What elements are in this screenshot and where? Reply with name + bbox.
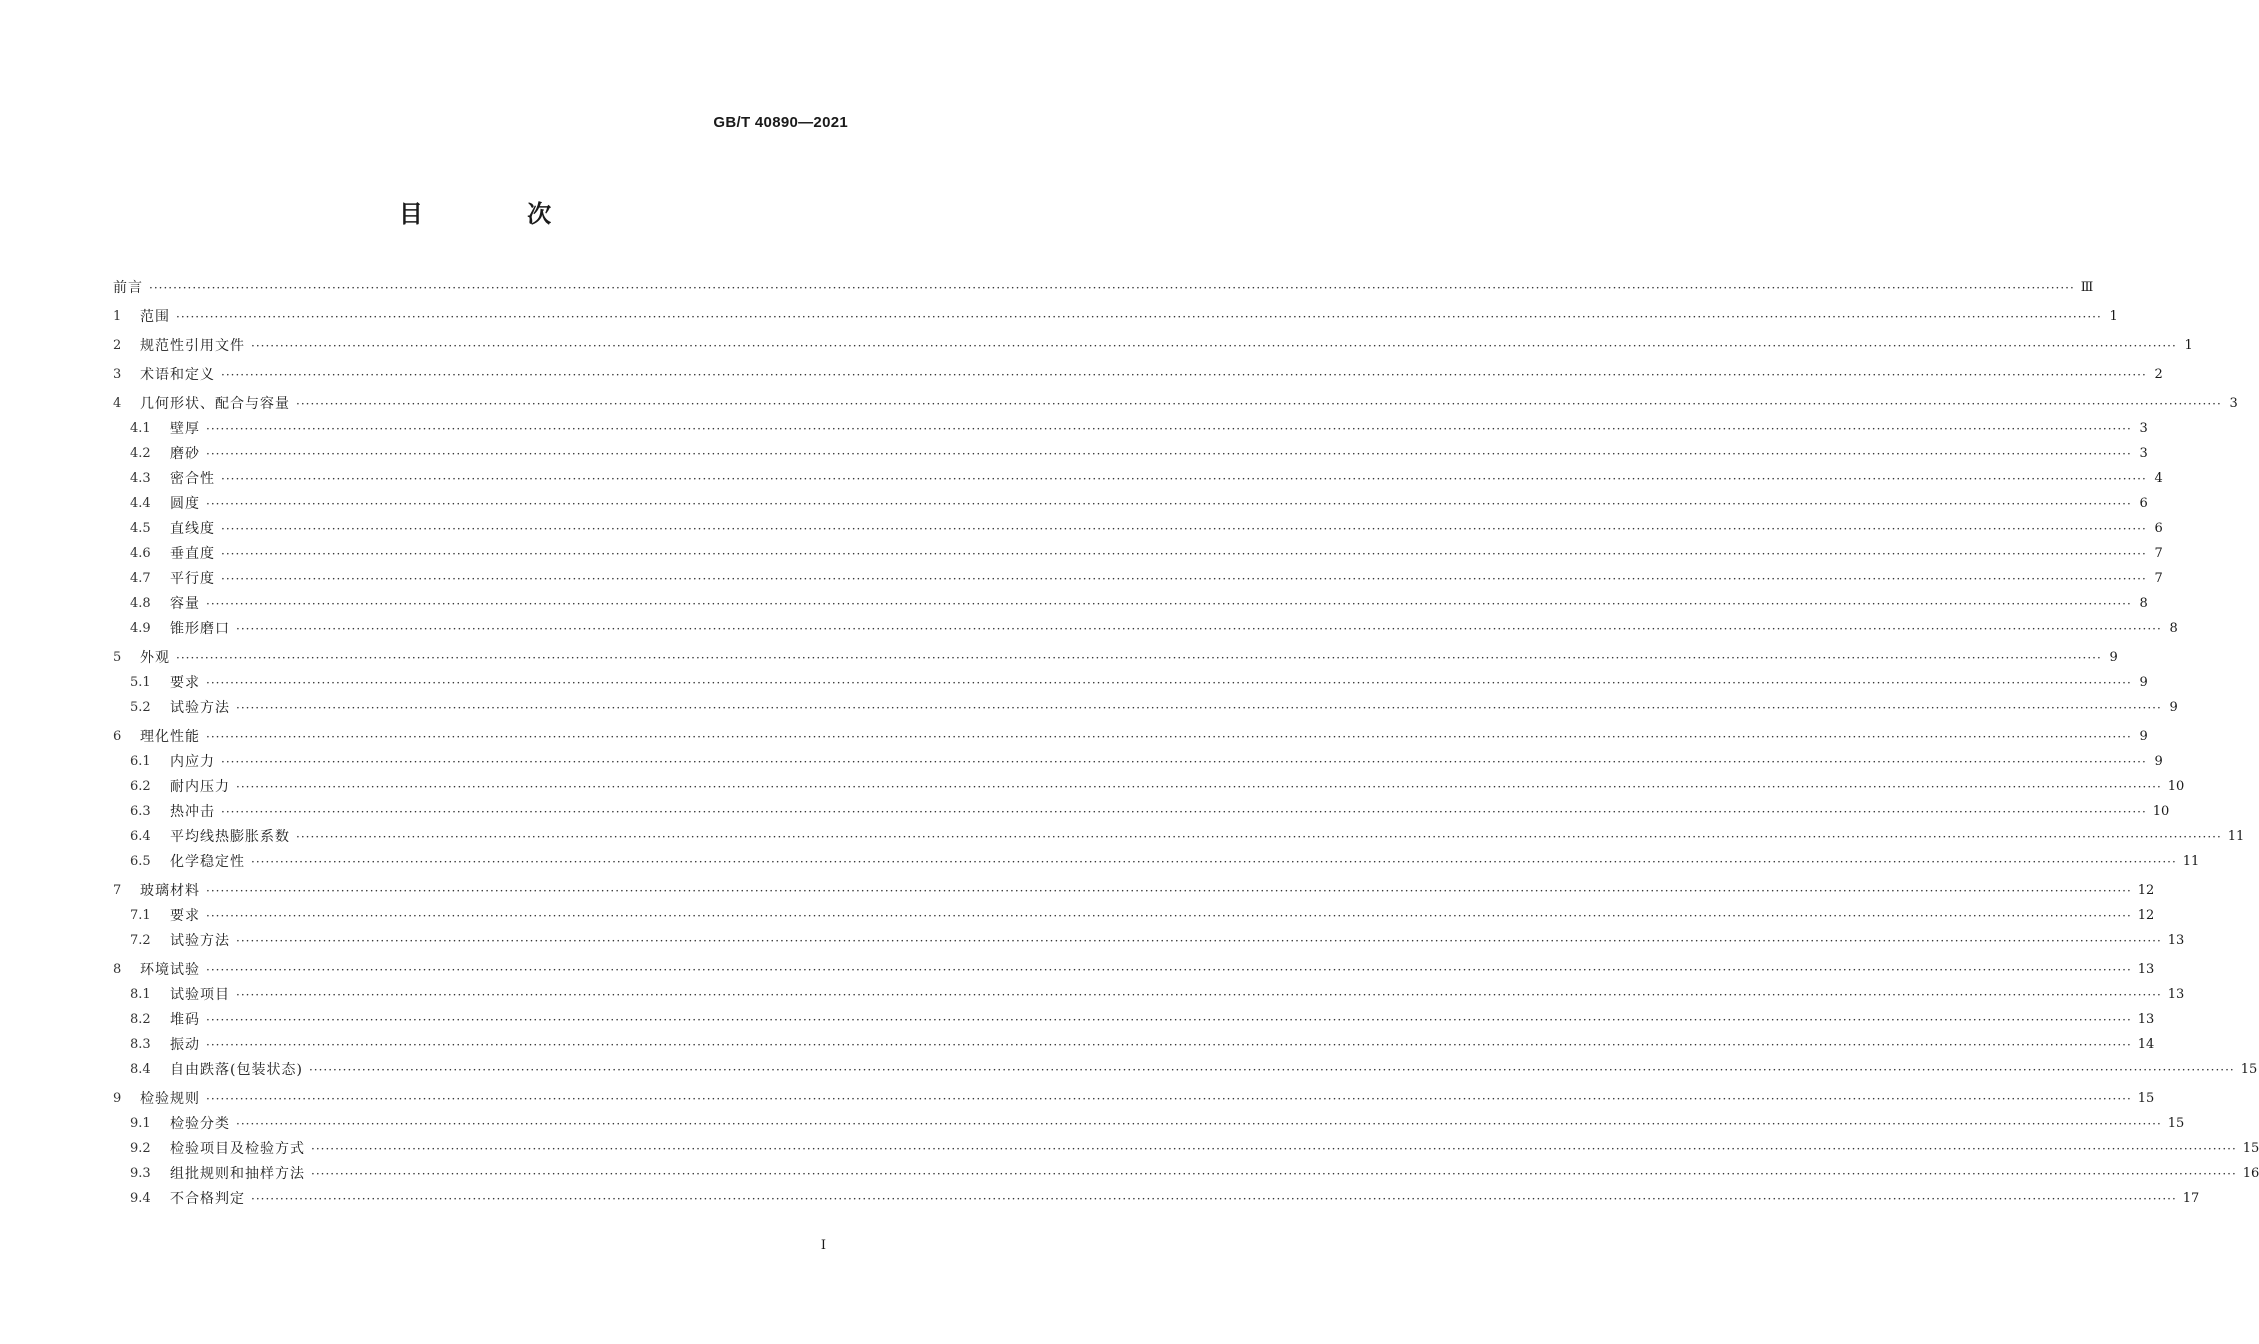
toc-entry-page: Ⅲ — [2080, 280, 2094, 295]
toc-entry-label: 容量 — [170, 596, 200, 612]
toc-entry-label: 圆度 — [170, 496, 200, 512]
toc-leader-dots: ················································································································································································································································································································································································································ — [221, 547, 2147, 561]
toc-entry[interactable] — [113, 299, 2118, 328]
toc-leader-dots: ················································································································································································································································································································································································································ — [251, 1192, 2177, 1206]
toc-entry[interactable] — [113, 748, 2163, 773]
toc-entry[interactable] — [113, 540, 2163, 565]
toc-leader-dots: ················································································································································································································································································································································································································ — [206, 1038, 2132, 1052]
toc-entry-label: 要求 — [170, 675, 200, 691]
toc-entry-number: 6.5 — [130, 854, 151, 869]
toc-entry-number: 9.1 — [130, 1116, 151, 1131]
toc-entry-page: 13 — [2137, 962, 2155, 977]
toc-entry-label: 密合性 — [170, 471, 215, 487]
toc-leader-dots: ················································································································································································································································································································································································································ — [296, 830, 2222, 844]
toc-entry-page: 17 — [2182, 1191, 2200, 1206]
toc-entry-page: 10 — [2167, 779, 2185, 794]
toc-entry-number: 4.7 — [130, 571, 151, 586]
toc-entry-page: 9 — [2139, 729, 2148, 744]
toc-entry[interactable] — [113, 415, 2148, 440]
toc-entry-number: 8.4 — [130, 1062, 151, 1077]
toc-entry-page: 13 — [2137, 1012, 2155, 1027]
toc-entry[interactable] — [113, 1006, 2155, 1031]
toc-entry[interactable] — [113, 902, 2155, 927]
toc-leader-dots: ················································································································································································································································································································································································································ — [221, 805, 2147, 819]
toc-entry-label: 自由跌落(包装状态) — [170, 1062, 303, 1078]
toc-entry-page: 3 — [2139, 446, 2148, 461]
toc-leader-dots: ················································································································································································································································································································································································································ — [176, 651, 2102, 665]
toc-entry-label: 不合格判定 — [170, 1191, 245, 1207]
toc-entry-page: 1 — [2184, 338, 2193, 353]
toc-leader-dots: ················································································································································································································································································································································································································ — [221, 755, 2147, 769]
toc-entry[interactable] — [113, 981, 2185, 1006]
toc-entry[interactable] — [113, 270, 2094, 299]
toc-entry[interactable] — [113, 1056, 2258, 1081]
toc-entry[interactable] — [113, 590, 2148, 615]
toc-entry-number: 6 — [113, 729, 122, 744]
toc-entry-page: 12 — [2137, 883, 2155, 898]
toc-entry-label: 检验项目及检验方式 — [170, 1141, 305, 1157]
toc-leader-dots: ················································································································································································································································································································································································································ — [206, 909, 2132, 923]
toc-entry-page: 13 — [2167, 933, 2185, 948]
toc-entry-label: 试验方法 — [170, 933, 230, 949]
toc-entry-number: 6.1 — [130, 754, 151, 769]
toc-leader-dots: ················································································································································································································································································································································································································ — [206, 1092, 2132, 1106]
toc-entry-number: 5.1 — [130, 675, 151, 690]
toc-entry[interactable] — [113, 773, 2185, 798]
toc-entry[interactable] — [113, 1031, 2155, 1056]
page-title: 目 次 — [398, 200, 600, 228]
toc-entry-label: 耐内压力 — [170, 779, 230, 795]
toc-entry[interactable] — [113, 1185, 2200, 1210]
toc-entry-label: 试验方法 — [170, 700, 230, 716]
toc-entry-label: 内应力 — [170, 754, 215, 770]
toc-entry-label: 检验分类 — [170, 1116, 230, 1132]
toc-entry-page: 1 — [2109, 309, 2118, 324]
toc-entry-number: 4.3 — [130, 471, 151, 486]
toc-leader-dots: ················································································································································································································································································································································································································ — [206, 730, 2132, 744]
toc-entry-label: 术语和定义 — [140, 367, 215, 383]
toc-entry[interactable] — [113, 440, 2148, 465]
toc-entry-page: 10 — [2152, 804, 2170, 819]
toc-entry-page: 11 — [2227, 829, 2245, 844]
toc-entry[interactable] — [113, 848, 2200, 873]
toc-entry-page: 7 — [2154, 571, 2163, 586]
toc-leader-dots: ················································································································································································································································································································································································································ — [221, 572, 2147, 586]
toc-leader-dots: ················································································································································································································································································································································································································ — [206, 422, 2132, 436]
toc-entry-page: 9 — [2154, 754, 2163, 769]
toc-entry-label: 前言 — [113, 280, 143, 296]
toc-entry[interactable] — [113, 798, 2170, 823]
toc-entry-label: 理化性能 — [140, 729, 200, 745]
toc-entry-number: 8.2 — [130, 1012, 151, 1027]
toc-entry[interactable] — [113, 1110, 2185, 1135]
toc-leader-dots: ················································································································································································································································································································································································································ — [311, 1142, 2237, 1156]
toc-entry[interactable] — [113, 328, 2193, 357]
toc-entry[interactable] — [113, 669, 2148, 694]
toc-entry-number: 6.4 — [130, 829, 151, 844]
toc-entry[interactable] — [113, 615, 2178, 640]
toc-entry-page: 9 — [2139, 675, 2148, 690]
toc-entry-number: 6.3 — [130, 804, 151, 819]
toc-entry-number: 4.9 — [130, 621, 151, 636]
toc-entry-label: 壁厚 — [170, 421, 200, 437]
toc-leader-dots: ················································································································································································································································································································································································································ — [206, 676, 2132, 690]
toc-entry-page: 3 — [2229, 396, 2238, 411]
toc-entry-number: 8.1 — [130, 987, 151, 1002]
toc-entry-label: 垂直度 — [170, 546, 215, 562]
toc-entry-number: 7.1 — [130, 908, 151, 923]
toc-entry[interactable] — [113, 927, 2185, 952]
toc-entry-page: 15 — [2240, 1062, 2258, 1077]
toc-entry-label: 范围 — [140, 309, 170, 325]
toc-leader-dots: ················································································································································································································································································································································································································ — [149, 281, 2075, 295]
toc-entry[interactable] — [113, 565, 2163, 590]
toc-entry-number: 4.8 — [130, 596, 151, 611]
toc-entry-label: 锥形磨口 — [170, 621, 230, 637]
toc-entry-label: 堆码 — [170, 1012, 200, 1028]
toc-entry-label: 几何形状、配合与容量 — [140, 396, 290, 412]
toc-leader-dots: ················································································································································································································································································································································································································ — [236, 701, 2162, 715]
toc-entry-page: 8 — [2139, 596, 2148, 611]
toc-entry-number: 9 — [113, 1091, 122, 1106]
toc-entry-label: 振动 — [170, 1037, 200, 1053]
toc-leader-dots: ················································································································································································································································································································································································································ — [221, 368, 2147, 382]
toc-entry[interactable] — [113, 719, 2148, 748]
toc-entry-page: 13 — [2167, 987, 2185, 1002]
toc-leader-dots: ················································································································································································································································································································································································································ — [296, 397, 2222, 411]
toc-entry-number: 3 — [113, 367, 122, 382]
toc-leader-dots: ················································································································································································································································································································································································································ — [206, 1013, 2132, 1027]
toc-entry-page: 15 — [2242, 1141, 2259, 1156]
toc-entry-number: 9.2 — [130, 1141, 151, 1156]
toc-leader-dots: ················································································································································································································································································································································································································ — [251, 855, 2177, 869]
toc-entry-page: 15 — [2167, 1116, 2185, 1131]
toc-entry-number: 9.3 — [130, 1166, 151, 1181]
toc-leader-dots: ················································································································································································································································································································································································································ — [206, 963, 2132, 977]
toc-entry[interactable] — [113, 873, 2155, 902]
toc-entry-label: 平均线热膨胀系数 — [170, 829, 290, 845]
toc-entry-label: 组批规则和抽样方法 — [170, 1166, 305, 1182]
toc-entry-label: 化学稳定性 — [170, 854, 245, 870]
toc-entry-page: 6 — [2139, 496, 2148, 511]
toc-leader-dots: ················································································································································································································································································································································································································ — [176, 310, 2102, 324]
toc-entry-page: 12 — [2137, 908, 2155, 923]
toc-entry-number: 2 — [113, 338, 122, 353]
toc-entry-label: 热冲击 — [170, 804, 215, 820]
toc-entry-page: 9 — [2109, 650, 2118, 665]
toc-leader-dots: ················································································································································································································································································································································································································ — [221, 472, 2147, 486]
toc-entry[interactable] — [113, 1135, 2259, 1160]
toc-entry-page: 4 — [2154, 471, 2163, 486]
toc-entry[interactable] — [113, 386, 2238, 415]
toc-entry-label: 试验项目 — [170, 987, 230, 1003]
toc-leader-dots: ················································································································································································································································································································································································································ — [236, 988, 2162, 1002]
toc-entry-page: 8 — [2169, 621, 2178, 636]
toc-entry-label: 要求 — [170, 908, 200, 924]
toc-entry-page: 9 — [2169, 700, 2178, 715]
toc-entry-label: 直线度 — [170, 521, 215, 537]
toc-entry[interactable] — [113, 515, 2163, 540]
toc-leader-dots: ················································································································································································································································································································································································································ — [236, 780, 2162, 794]
toc-entry-number: 4.5 — [130, 521, 151, 536]
toc-leader-dots: ················································································································································································································································································································································································································ — [236, 622, 2162, 636]
toc-entry[interactable] — [113, 694, 2178, 719]
toc-leader-dots: ················································································································································································································································································································································································································ — [206, 497, 2132, 511]
toc-entry-number: 5 — [113, 650, 122, 665]
table-of-contents — [113, 270, 2259, 1210]
toc-leader-dots: ················································································································································································································································································································································································································ — [206, 597, 2132, 611]
toc-entry[interactable] — [113, 640, 2118, 669]
toc-entry-page: 11 — [2182, 854, 2200, 869]
toc-leader-dots: ················································································································································································································································································································································································································ — [236, 934, 2162, 948]
toc-entry[interactable] — [113, 490, 2148, 515]
toc-entry-number: 8.3 — [130, 1037, 151, 1052]
toc-entry-number: 8 — [113, 962, 122, 977]
toc-leader-dots: ················································································································································································································································································································································································································ — [206, 884, 2132, 898]
toc-entry-number: 4.4 — [130, 496, 151, 511]
toc-leader-dots: ················································································································································································································································································································································································································ — [308, 1063, 2235, 1077]
toc-entry[interactable] — [113, 1081, 2155, 1110]
toc-leader-dots: ················································································································································································································································································································································································································ — [236, 1117, 2162, 1131]
toc-entry[interactable] — [113, 952, 2155, 981]
toc-entry-page: 14 — [2137, 1037, 2155, 1052]
toc-entry-label: 磨砂 — [170, 446, 200, 462]
toc-entry-label: 检验规则 — [140, 1091, 200, 1107]
toc-leader-dots: ················································································································································································································································································································································································································ — [311, 1167, 2237, 1181]
toc-entry-page: 16 — [2242, 1166, 2259, 1181]
page-number: I — [820, 1238, 826, 1253]
toc-entry-label: 玻璃材料 — [140, 883, 200, 899]
toc-entry-number: 7.2 — [130, 933, 151, 948]
toc-entry-number: 4.1 — [130, 421, 151, 436]
toc-entry-number: 5.2 — [130, 700, 151, 715]
toc-entry-label: 规范性引用文件 — [140, 338, 245, 354]
toc-entry-number: 6.2 — [130, 779, 151, 794]
toc-entry-page: 6 — [2154, 521, 2163, 536]
toc-entry[interactable] — [113, 465, 2163, 490]
toc-entry-number: 1 — [113, 309, 122, 324]
toc-entry[interactable] — [113, 1160, 2259, 1185]
toc-leader-dots: ················································································································································································································································································································································································································ — [206, 447, 2132, 461]
toc-entry-number: 7 — [113, 883, 122, 898]
toc-entry-page: 3 — [2139, 421, 2148, 436]
toc-entry-number: 4.2 — [130, 446, 151, 461]
toc-entry-label: 外观 — [140, 650, 170, 666]
toc-entry-page: 7 — [2154, 546, 2163, 561]
toc-entry[interactable] — [113, 823, 2245, 848]
toc-entry-page: 2 — [2154, 367, 2163, 382]
toc-entry-number: 4 — [113, 396, 122, 411]
toc-entry-number: 9.4 — [130, 1191, 151, 1206]
toc-entry-number: 4.6 — [130, 546, 151, 561]
toc-entry-label: 平行度 — [170, 571, 215, 587]
toc-leader-dots: ················································································································································································································································································································································································································ — [251, 339, 2177, 353]
standard-number: GB/T 40890—2021 — [713, 114, 848, 131]
toc-entry-page: 15 — [2137, 1091, 2155, 1106]
toc-entry-label: 环境试验 — [140, 962, 200, 978]
toc-leader-dots: ················································································································································································································································································································································································································ — [221, 522, 2147, 536]
toc-entry[interactable] — [113, 357, 2163, 386]
